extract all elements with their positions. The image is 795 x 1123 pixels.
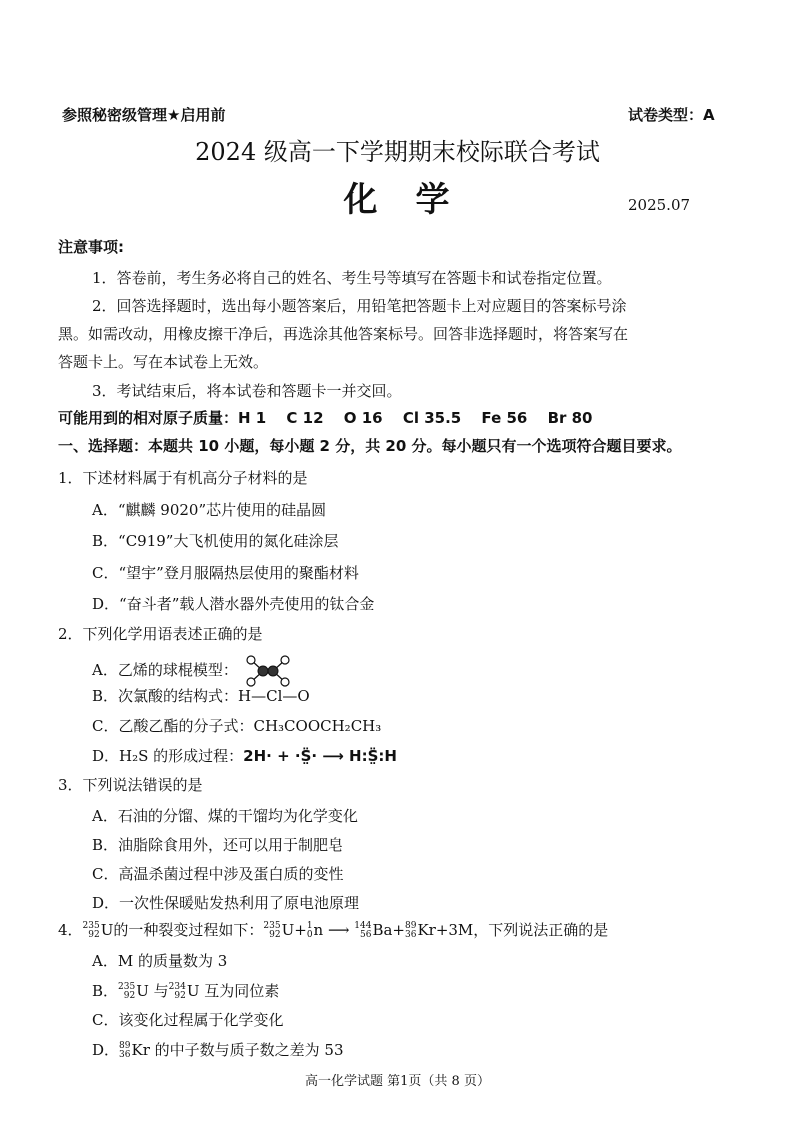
q4-option-b-mid: 与: [153, 982, 169, 1000]
exam-date: 2025.07: [628, 196, 691, 214]
exam-title: 2024 级高一下学期期末校际联合考试: [195, 138, 600, 166]
question-2-stem: 2．下列化学用语表述正确的是: [58, 625, 263, 643]
q4-option-b-label: B．: [92, 982, 119, 1000]
q2-option-a: [92, 654, 293, 688]
question-1-stem: 1．下述材料属于有机高分子材料的是: [58, 469, 308, 487]
q3-option-d: D．一次性保暖贴发热利用了原电池原理: [92, 894, 360, 912]
notice-item: 2．回答选择题时，选出每小题答案后，用铅笔把答题卡上对应题目的答案标号涂: [92, 297, 627, 315]
nuclide-neutron: 1 0: [306, 921, 313, 940]
notice-item: 1．答卷前，考生务必将自己的姓名、考生号等填写在答题卡和试卷指定位置。: [92, 269, 612, 287]
notice-title: 注意事项:: [58, 238, 124, 256]
q2-option-d: [92, 746, 397, 766]
q4-stem-mid: 的一种裂变过程如下：: [113, 921, 264, 939]
ethylene-ball-stick-model-icon: [243, 654, 293, 688]
nuclide-ba144: 144 56: [354, 921, 372, 940]
nuclide-u234: 234 92: [168, 982, 186, 1001]
nuclide-kr89-d: 89 36: [119, 1041, 131, 1060]
q4-number: 4．: [58, 921, 83, 939]
q3-option-b: B．油脂除食用外，还可以用于制肥皂: [92, 836, 344, 854]
q1-option-b: B．“C919”大飞机使用的氮化硅涂层: [92, 532, 339, 550]
q2-option-c-formula: CH₃COOCH₂CH₃: [253, 717, 382, 735]
q4-option-b: B． 235 92 U 与 234 92 U 互为同位素: [92, 982, 280, 1001]
page-footer: 高一化学试题 第1页（共 8 页）: [305, 1074, 490, 1089]
q4-option-d: D． 89 36 Kr 的中子数与质子数之差为 53: [92, 1041, 344, 1060]
q4-option-d-end: 的中子数与质子数之差为 53: [154, 1041, 344, 1059]
nuclide-u235-eq: 235 92: [263, 921, 281, 940]
notice-item: 黑。如需改动，用橡皮擦干净后，再选涂其他答案标号。回答非选择题时，将答案写在: [58, 325, 629, 343]
nuclide-kr89: 89 36: [404, 921, 417, 940]
q2-option-c-label: C．乙酸乙酯的分子式：: [92, 717, 254, 735]
notice-item: 答题卡上。写在本试卷上无效。: [58, 353, 269, 371]
q4-option-a: A．M 的质量数为 3: [92, 952, 228, 970]
notice-item: 3．考试结束后，将本试卷和答题卡一并交回。: [92, 382, 402, 400]
nuclide-u235: 235 92: [82, 921, 100, 940]
q2-option-d-formula: 2H· + ·S̤̈· ⟶ H:S̤̈:H: [243, 747, 397, 765]
question-3-stem: 3．下列说法错误的是: [58, 776, 203, 794]
atomic-masses: 可能用到的相对原子质量：H 1 C 12 O 16 Cl 35.5 Fe 56 Br 80: [58, 409, 593, 427]
q4-option-d-label: D．: [92, 1041, 120, 1059]
q2-option-c: [92, 716, 381, 736]
q4-option-c: C．该变化过程属于化学变化: [92, 1011, 284, 1029]
paper-type: 试卷类型：A: [628, 106, 715, 124]
q3-option-c: C．高温杀菌过程中涉及蛋白质的变性: [92, 865, 344, 883]
nuclide-u235-b: 235 92: [118, 982, 136, 1001]
q1-option-c: C．“望宇”登月服隔热层使用的聚酯材料: [92, 564, 359, 582]
q2-option-d-label: D．H₂S 的形成过程：: [92, 747, 244, 765]
secret-label: 参照秘密级管理★启用前: [62, 106, 226, 124]
q2-option-b: B．次氯酸的结构式：H—Cl—O: [92, 687, 310, 705]
q3-option-a: A．石油的分馏、煤的干馏均为化学变化: [92, 807, 358, 825]
q1-option-d: D．“奋斗者”载人潜水器外壳使用的钛合金: [92, 595, 375, 613]
q4-stem-end: ，下列说法正确的是: [473, 921, 609, 939]
section-title: 一、选择题：本题共 10 小题，每小题 2 分，共 20 分。每小题只有一个选项符合题目要求。: [58, 437, 682, 455]
subject-title: 化 学: [343, 180, 452, 220]
q2-option-a-label: A．乙烯的球棍模型：: [92, 661, 238, 679]
q4-option-b-end: 互为同位素: [204, 982, 280, 1000]
q1-option-a: A．“麒麟 9020”芯片使用的硅晶圆: [92, 501, 327, 519]
question-4-stem: 4． 235 92 U的一种裂变过程如下： 235 92 U+ 1 0 n ⟶ 144 56 Ba+ 89 36 Kr+3M，下列说法正确的是: [58, 921, 609, 940]
